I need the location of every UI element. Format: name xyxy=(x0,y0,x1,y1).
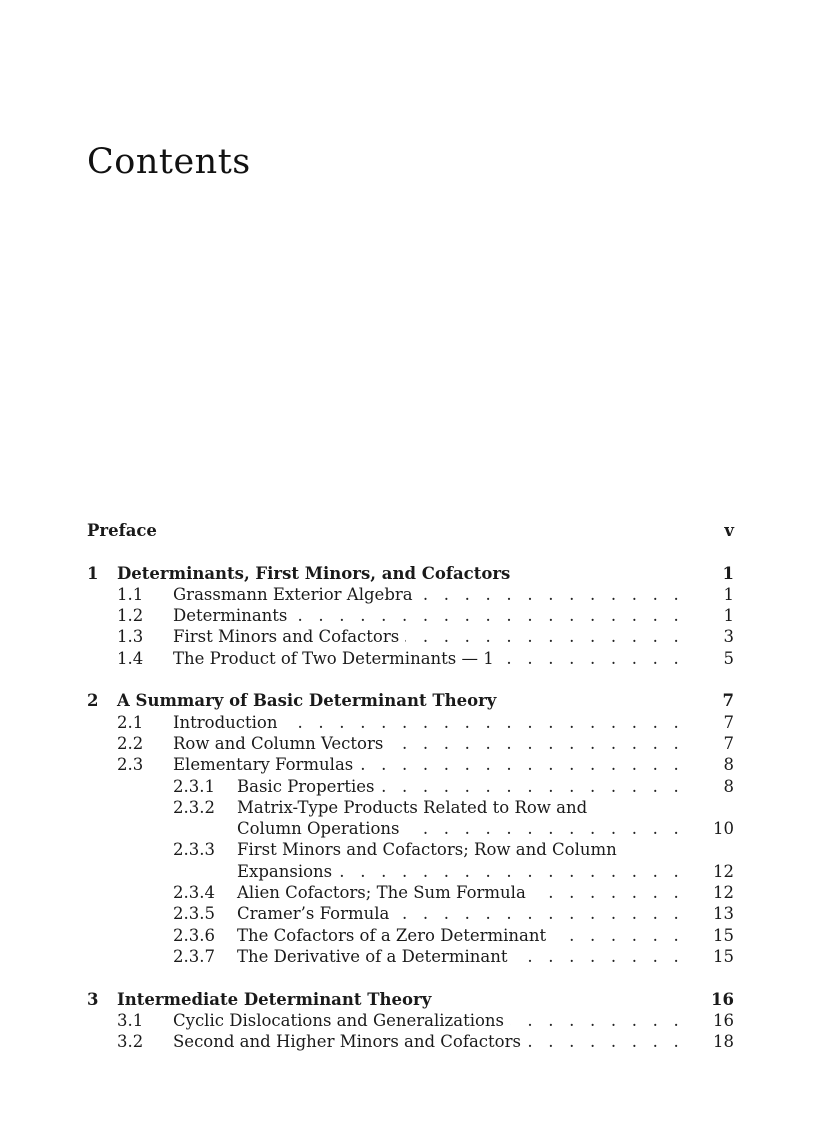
toc-entry-2-3-6 xyxy=(87,925,734,946)
dot-leader xyxy=(359,754,684,775)
entry-page: 3 xyxy=(723,627,734,647)
entry-page: 15 xyxy=(713,946,734,966)
dot-leader xyxy=(406,818,685,839)
entry-page: 12 xyxy=(713,883,734,903)
entry-title: The Product of Two Determinants — 1 xyxy=(173,648,494,668)
toc-entry-1-1 xyxy=(87,584,734,605)
dot-leader xyxy=(395,903,684,924)
dot-leader xyxy=(527,1031,684,1052)
entry-number: 1 xyxy=(87,563,99,583)
entry-page: 18 xyxy=(713,1032,734,1052)
entry-number: 2.2 xyxy=(117,733,144,753)
toc-entry-2-3-3 xyxy=(87,839,734,860)
entry-number: 2.3.1 xyxy=(173,776,215,796)
dot-leader xyxy=(380,776,684,797)
entry-number: 3.2 xyxy=(117,1032,144,1052)
toc-entry-1-2 xyxy=(87,605,734,626)
entry-page: 16 xyxy=(711,989,734,1009)
toc-entry-2-3-3-continued xyxy=(87,861,734,882)
entry-page: 1 xyxy=(722,563,734,583)
entry-title: Matrix-Type Products Related to Row and xyxy=(237,797,588,817)
dot-leader xyxy=(514,946,685,967)
entry-number: 2.3.6 xyxy=(173,925,215,945)
entry-title: First Minors and Cofactors xyxy=(173,627,400,647)
entry-page: 1 xyxy=(723,606,734,626)
entry-number: 3 xyxy=(87,989,99,1009)
entry-page: 7 xyxy=(722,691,734,711)
entry-page: 7 xyxy=(723,733,734,753)
entry-number: 1.2 xyxy=(117,606,144,626)
toc-entry-preface xyxy=(87,520,734,541)
entry-title: Preface xyxy=(87,521,157,540)
toc-entry-2-3-2-continued xyxy=(87,818,734,839)
entry-number: 2 xyxy=(87,691,99,711)
toc-entry-2-3-7 xyxy=(87,946,734,967)
entry-page: 16 xyxy=(713,1010,734,1030)
toc-entry-3-1 xyxy=(87,1010,734,1031)
entry-page: 12 xyxy=(713,861,734,881)
dot-leader xyxy=(500,648,684,669)
entry-title-continued: Expansions xyxy=(237,861,333,881)
entry-number: 1.4 xyxy=(117,648,144,668)
entry-title: Basic Properties xyxy=(237,776,375,796)
toc-entry-3-2 xyxy=(87,1031,734,1052)
toc-entry-1-3 xyxy=(87,626,734,647)
entry-page: 10 xyxy=(713,819,734,839)
table-of-contents xyxy=(87,520,734,1052)
entry-title: Cramer’s Formula xyxy=(237,904,390,924)
entry-title: Determinants, First Minors, and Cofactors xyxy=(117,563,511,583)
entry-title: Second and Higher Minors and Cofactors xyxy=(173,1032,521,1052)
entry-number: 2.3.3 xyxy=(173,840,215,860)
dot-leader xyxy=(405,626,684,647)
toc-entry-chapter-2 xyxy=(87,690,734,711)
entry-page: 5 xyxy=(723,648,734,668)
entry-title: Grassmann Exterior Algebra xyxy=(173,584,413,604)
entry-page: 15 xyxy=(713,925,734,945)
entry-title: The Derivative of a Determinant xyxy=(237,946,508,966)
contents-heading: Contents xyxy=(87,142,251,182)
entry-number: 2.3.5 xyxy=(173,904,215,924)
entry-title: Row and Column Vectors xyxy=(173,733,384,753)
entry-number: 1.3 xyxy=(117,627,144,647)
entry-title: The Cofactors of a Zero Determinant xyxy=(237,925,547,945)
entry-title: First Minors and Cofactors; Row and Column xyxy=(237,840,617,860)
entry-page: 8 xyxy=(723,776,734,796)
entry-number: 2.3.4 xyxy=(173,883,215,903)
entry-number: 2.3 xyxy=(117,755,144,775)
entry-page: 13 xyxy=(713,904,734,924)
entry-title: Cyclic Dislocations and Generalizations xyxy=(173,1010,505,1030)
entry-page: 7 xyxy=(723,712,734,732)
entry-title: Determinants xyxy=(173,606,288,626)
entry-title: Introduction xyxy=(173,712,278,732)
dot-leader xyxy=(389,733,684,754)
entry-title: Intermediate Determinant Theory xyxy=(117,989,432,1009)
dot-leader xyxy=(284,712,685,733)
entry-page: 8 xyxy=(723,755,734,775)
entry-title: A Summary of Basic Determinant Theory xyxy=(117,691,497,711)
entry-number: 1.1 xyxy=(117,584,144,604)
dot-leader xyxy=(552,925,684,946)
toc-entry-2-3-5 xyxy=(87,903,734,924)
entry-page: 1 xyxy=(723,584,734,604)
dot-leader xyxy=(510,1010,684,1031)
entry-number: 3.1 xyxy=(117,1010,144,1030)
dot-leader xyxy=(419,584,684,605)
entry-number: 2.1 xyxy=(117,712,144,732)
entry-title: Elementary Formulas xyxy=(173,755,354,775)
dot-leader xyxy=(293,605,684,626)
entry-title: Alien Cofactors; The Sum Formula xyxy=(237,883,526,903)
toc-entry-chapter-3 xyxy=(87,989,734,1010)
toc-entry-2-1 xyxy=(87,712,734,733)
entry-page: v xyxy=(724,521,734,540)
toc-entry-chapter-1 xyxy=(87,563,734,584)
dot-leader xyxy=(532,882,684,903)
entry-number: 2.3.2 xyxy=(173,797,215,817)
toc-entry-2-3 xyxy=(87,754,734,775)
dot-leader xyxy=(338,861,684,882)
toc-entry-2-2 xyxy=(87,733,734,754)
entry-number: 2.3.7 xyxy=(173,946,215,966)
toc-entry-2-3-1 xyxy=(87,776,734,797)
toc-entry-1-4 xyxy=(87,648,734,669)
toc-entry-2-3-4 xyxy=(87,882,734,903)
toc-entry-2-3-2 xyxy=(87,797,734,818)
entry-title-continued: Column Operations xyxy=(237,819,400,839)
